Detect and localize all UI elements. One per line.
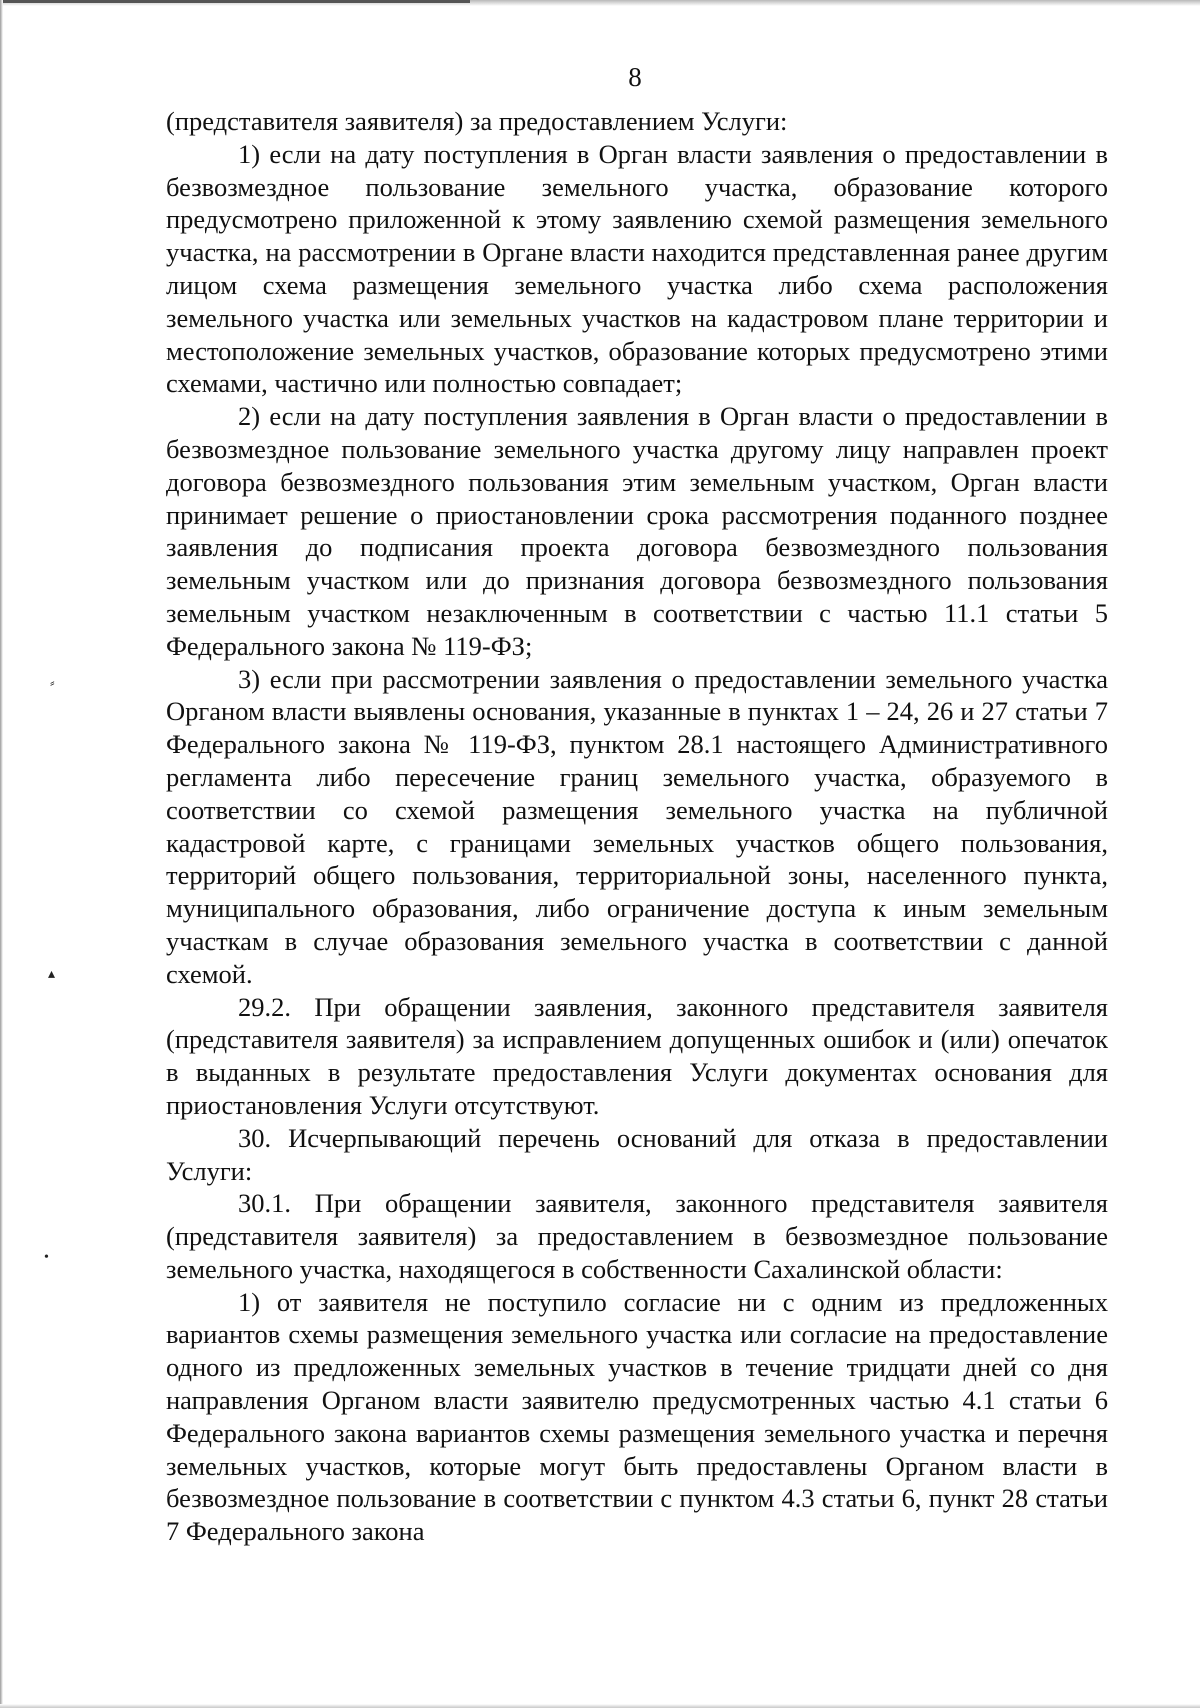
paragraph-item-3: 3) если при рассмотрении заявления о предоставлении земельного участка Органом власти выявлены основания, указанные в пунктах 1 – 24, 26 и 27 статьи 7 Федерального закона № 119-ФЗ, пунктом 28.1 настоящего Административного регламента либо пересечение границ земельного участка, образуемого в соответствии со схемой размещения земельного участка на публичной кадастровой карте, с границами земельных участков общего пользования, территорий общего пользования, территориальной зоны, населенного пункта, муниципального образования, либо ограничение доступа к иным земельным участкам в случае образования земельного участка в соответствии с данной схемой. bbox=[166, 663, 1108, 989]
scan-edge-top-shadow bbox=[0, 0, 470, 3]
scan-edge-bottom bbox=[0, 1704, 1200, 1708]
paragraph-29-2: 29.2. При обращении заявления, законного представителя заявителя (представителя заявителя) за исправлением допущенных ошибок и (или) опечаток в выданных в результате предоставления Услуги документах основания для приостановления Услуги отсутствуют. bbox=[166, 991, 1108, 1120]
scan-speck-mark: ▴ bbox=[48, 967, 56, 982]
scan-speck-mark: ⸗ bbox=[50, 676, 55, 691]
paragraph-30: 30. Исчерпывающий перечень оснований для отказа в предоставлении Услуги: bbox=[166, 1122, 1108, 1186]
scan-edge-left bbox=[0, 0, 3, 1708]
paragraph-item-1: 1) если на дату поступления в Орган власти заявления о предоставлении в безвозмездное пользование земельного участка, образование которого предусмотрено приложенной к этому заявлению схемой размещения земельного участка, на рассмотрении в Органе власти находится представленная ранее другим лицом схема размещения земельного участка либо схема расположения земельного участка или земельных участков на кадастровом плане территории и местоположение земельных участков, образование которых предусмотрено этими схемами, частично или полностью совпадает; bbox=[166, 138, 1108, 399]
scan-speck-mark: • bbox=[44, 1250, 49, 1265]
document-body bbox=[166, 105, 1108, 1548]
paragraph-30-1-item-1: 1) от заявителя не поступило согласие ни с одним из предложенных вариантов схемы размещения земельного участка или согласие на предоставление одного из предложенных земельных участков в течение тридцати дней со дня направления Органом власти заявителю предусмотренных частью 4.1 статьи 6 Федерального закона вариантов схемы размещения земельного участка и перечня земельных участков, которые могут быть предоставлены Органом власти в безвозмездное пользование в соответствии с пунктом 4.3 статьи 6, пункт 28 статьи 7 Федерального закона bbox=[166, 1286, 1108, 1547]
paragraph-item-2: 2) если на дату поступления заявления в Орган власти о предоставлении в безвозмездное пользование земельного участка другому лицу направлен проект договора безвозмездного пользования этим земельным участком, Орган власти принимает решение о приостановлении срока рассмотрения поданного позднее заявления до подписания проекта договора безвозмездного пользования земельным участком или до признания договора безвозмездного пользования земельным участком незаключенным в соответствии с частью 11.1 статьи 5 Федерального закона № 119-ФЗ; bbox=[166, 401, 1108, 661]
page-number: 8 bbox=[628, 62, 642, 92]
paragraph-continuation: (представителя заявителя) за предоставлением Услуги: bbox=[166, 106, 788, 136]
paragraph-30-1: 30.1. При обращении заявителя, законного представителя заявителя (представителя заявителя) за предоставлением в безвозмездное пользование земельного участка, находящегося в собственности Сахалинской области: bbox=[166, 1188, 1108, 1284]
